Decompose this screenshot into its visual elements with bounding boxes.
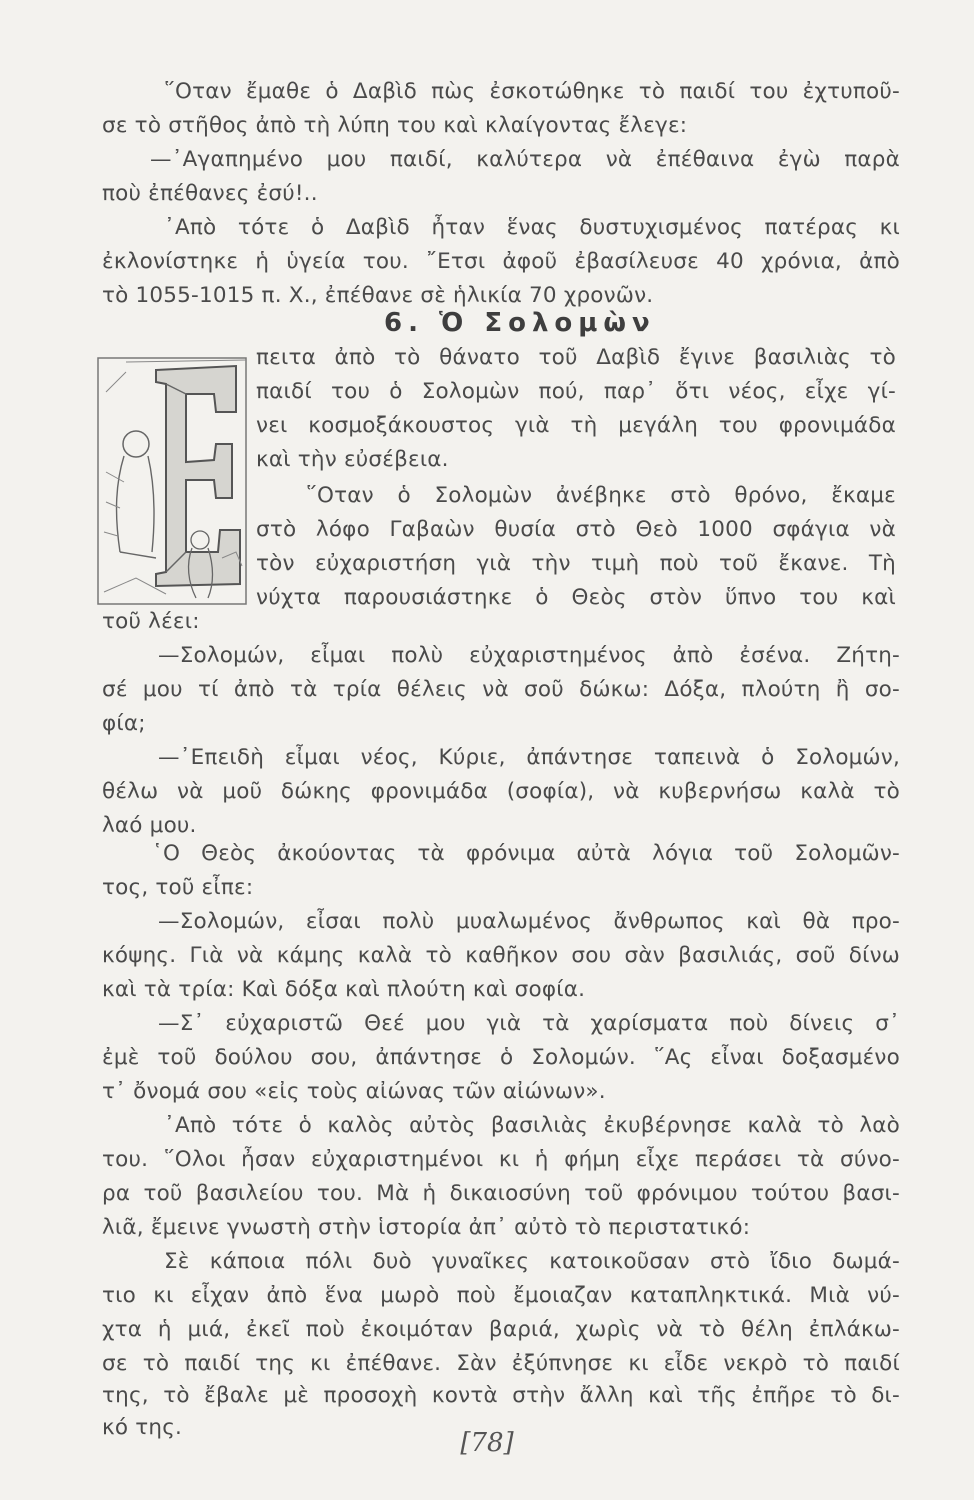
text-line: ποὺ ἐπέθανες ἐσύ!.. bbox=[102, 181, 318, 206]
text-line: νει κοσμοξάκουστος γιὰ τὴ μεγάλη του φρονιμάδα bbox=[256, 413, 896, 438]
text-line: —᾿Αγαπημένο μου παιδί, καλύτερα νὰ ἐπέθαινα ἐγὼ παρὰ bbox=[150, 147, 900, 172]
text-line: τὸν εὐχαριστήση γιὰ τὴν τιμὴ ποὺ τοῦ ἔκανε. Τὴ bbox=[256, 551, 896, 576]
text-line: —᾿Επειδὴ εἶμαι νέος, Κύριε, ἀπάντησε ταπεινὰ ὁ Σολομών, bbox=[158, 745, 900, 770]
text-line: τος, τοῦ εἶπε: bbox=[102, 875, 254, 900]
text-line: τοῦ λέει: bbox=[102, 609, 200, 634]
text-line: ἐκλονίστηκε ἡ ὑγεία του. ῎Ετσι ἀφοῦ ἐβασίλευσε 40 χρόνια, ἀπὸ bbox=[102, 249, 900, 274]
text-line: —Σ᾿ εὐχαριστῶ Θεέ μου γιὰ τὰ χαρίσματα ποὺ δίνεις σ᾿ bbox=[158, 1011, 900, 1036]
text-line: καὶ τὰ τρία: Καὶ δόξα καὶ πλούτη καὶ σοφία. bbox=[102, 977, 586, 1002]
text-line: σε τὸ παιδί της κι ἐπέθανε. Σὰν ἐξύπνησε κι εἶδε νεκρὸ τὸ παιδί bbox=[102, 1351, 900, 1376]
text-line: της, τὸ ἔβαλε μὲ προσοχὴ κοντὰ στὴν ἄλλη καὶ τῆς ἐπῆρε τὸ δι- bbox=[102, 1383, 900, 1408]
paragraph-dialogue bbox=[102, 606, 900, 1440]
text-line: ᾿Απὸ τότε ὁ καλὸς αὐτὸς βασιλιὰς ἐκυβέρνησε καλὰ τὸ λαὸ bbox=[164, 1113, 900, 1138]
section-number: 6. bbox=[384, 308, 424, 338]
section-title: Ὁ Σολομὼν bbox=[439, 308, 656, 338]
illuminated-initial-epsilon bbox=[96, 352, 248, 610]
page-number: [78] bbox=[460, 1428, 514, 1458]
text-line: λαό μου. bbox=[102, 813, 197, 838]
text-line: σέ μου τί ἀπὸ τὰ τρία θέλεις νὰ σοῦ δώκω: Δόξα, πλούτη ἢ σο- bbox=[102, 677, 900, 702]
text-line: καὶ τὴν εὐσέβεια. bbox=[256, 447, 449, 472]
text-line: ῞Οταν ἔμαθε ὁ Δαβὶδ πὼς ἐσκοτώθηκε τὸ παιδί του ἐχτυποῦ- bbox=[164, 79, 900, 104]
text-line: στὸ λόφο Γαβαὼν θυσία στὸ Θεὸ 1000 σφάγια νὰ bbox=[256, 517, 896, 542]
section-heading bbox=[384, 308, 784, 338]
text-line: νύχτα παρουσιάστηκε ὁ Θεὸς στὸν ὕπνο του καὶ bbox=[256, 585, 896, 610]
text-line: ῞Οταν ὁ Σολομὼν ἀνέβηκε στὸ θρόνο, ἔκαμε bbox=[306, 483, 896, 508]
text-line: τιο κι εἶχαν ἀπὸ ἕνα μωρὸ ποὺ ἔμοιαζαν καταπληκτικά. Μιὰ νύ- bbox=[102, 1283, 900, 1308]
text-line: λιᾶ, ἔμεινε γνωστὴ στὴν ἱστορία ἀπ᾿ αὐτὸ τὸ περιστατικό: bbox=[102, 1215, 751, 1240]
text-line: χτα ἡ μιά, ἐκεῖ ποὺ ἐκοιμόταν βαριά, χωρὶς νὰ τὸ θέλη ἐπλάκω- bbox=[102, 1317, 900, 1342]
paragraph-david-grief bbox=[102, 76, 900, 306]
text-line: Σὲ κάποια πόλι δυὸ γυναῖκες κατοικοῦσαν στὸ ἴδιο δωμά- bbox=[164, 1249, 900, 1274]
text-line: —Σολομών, εἶμαι πολὺ εὐχαριστημένος ἀπὸ ἐσένα. Ζήτη- bbox=[158, 643, 900, 668]
text-line: του. ῞Ολοι ἦσαν εὐχαριστημένοι κι ἡ φήμη εἶχε περάσει τὰ σύνο- bbox=[102, 1147, 900, 1172]
text-line: τὸ 1055-1015 π. Χ., ἐπέθανε σὲ ἡλικία 70 χρονῶν. bbox=[102, 283, 654, 308]
text-line: σε τὸ στῆθος ἀπὸ τὴ λύπη του καὶ κλαίγοντας ἔλεγε: bbox=[102, 113, 688, 138]
text-line: πειτα ἀπὸ τὸ θάνατο τοῦ Δαβὶδ ἔγινε βασιλιὰς τὸ bbox=[256, 345, 896, 370]
text-line: —Σολομών, εἶσαι πολὺ μυαλωμένος ἄνθρωπος καὶ θὰ προ- bbox=[158, 909, 900, 934]
text-line: ᾿Απὸ τότε ὁ Δαβὶδ ἦταν ἕνας δυστυχισμένος πατέρας κι bbox=[164, 215, 900, 240]
paragraph-solomon-wisdom bbox=[256, 342, 896, 614]
text-line: θέλω νὰ μοῦ δώκης φρονιμάδα (σοφία), νὰ κυβερνήσω καλὰ τὸ bbox=[102, 779, 900, 804]
text-line: φία; bbox=[102, 711, 146, 736]
text-line: τ᾿ ὄνομά σου «εἰς τοὺς αἰώνας τῶν αἰώνων». bbox=[102, 1079, 606, 1104]
text-line: κό της. bbox=[102, 1415, 183, 1440]
text-line: ῾Ο Θεὸς ἀκούοντας τὰ φρόνιμα αὐτὰ λόγια τοῦ Σολομῶν- bbox=[152, 841, 900, 866]
text-line: ρα τοῦ βασιλείου του. Μὰ ἡ δικαιοσύνη τοῦ φρόνιμου τούτου βασι- bbox=[102, 1181, 900, 1206]
text-line: παιδί του ὁ Σολομὼν πού, παρ᾿ ὅτι νέος, εἶχε γί- bbox=[256, 379, 896, 404]
text-line: κόψης. Γιὰ νὰ κάμης καλὰ τὸ καθῆκον σου σὰν βασιλιάς, σοῦ δίνω bbox=[102, 943, 900, 968]
text-line: ἐμὲ τοῦ δούλου σου, ἀπάντησε ὁ Σολομών. ῞Ας εἶναι δοξασμένο bbox=[102, 1045, 900, 1070]
